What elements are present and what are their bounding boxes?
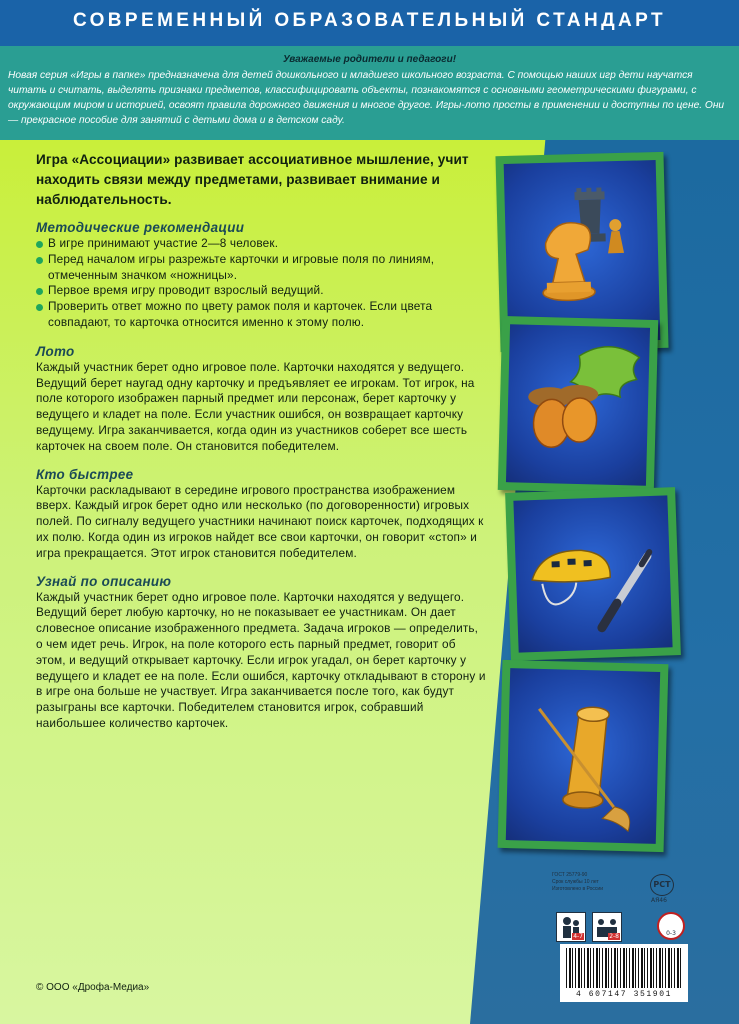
age-restriction-icon: 0-3: [657, 912, 685, 940]
legal-info: ГОСТ 25779-90 Срок службы 10 лет Изготовлено в России: [552, 872, 603, 892]
barcode: [560, 944, 688, 1002]
certification-logo: РСТ: [650, 874, 674, 896]
header-title: СОВРЕМЕННЫЙ ОБРАЗОВАТЕЛЬНЫЙ СТАНДАРТ: [72, 10, 667, 31]
list-item: Перед началом игры разрежьте карточки и игровые поля по линиям, отмеченным значком «ножницы».: [36, 252, 486, 284]
card-helmet: [505, 487, 681, 661]
card-scroll: [498, 660, 669, 852]
header-bar: [0, 0, 739, 46]
section-title: Узнай по описанию: [36, 573, 172, 589]
age-badge: 4-7: [573, 933, 583, 940]
intro-heading: Уважаемые родители и педагоги!: [282, 54, 457, 65]
section-title: Лото: [36, 343, 75, 359]
section-text: Каждый участник берет одно игровое поле. Карточки находятся у ведущего. Ведущий берет наугад одну карточку и предъявляет ее игрокам. Тот игрок, на поле которого изображен парный предмет или персонаж, берет карточку у ведущего и кладет на поле. Если участник ошибся, он возвращает карточку ведущему. Игра заканчивается, когда один из участников соберет все шесть карточек на своем поле. Он становится победителем.: [36, 359, 475, 453]
copyright: © ООО «Дрофа-Медиа»: [36, 982, 150, 993]
age-badge: 2-8: [609, 933, 619, 940]
list-item: Проверить ответ можно по цвету рамок поля и карточек. Если цвета совпадают, то карточка относится именно к этому полю.: [36, 299, 486, 331]
acorn-oak-leaf-icon: [506, 324, 650, 486]
bullet-icon: [36, 288, 43, 295]
certification-code: АЯ46: [651, 897, 667, 904]
section-faster: [36, 467, 486, 562]
players-icon: [556, 912, 586, 942]
main-content: [36, 150, 486, 744]
barcode-number: 4 607147 351901: [575, 990, 672, 999]
players-group-icon: [592, 912, 622, 942]
section-title: Методические рекомендации: [36, 220, 245, 235]
recommendations-list: [36, 236, 486, 331]
section-text: Каждый участник берет одно игровое поле. Карточки находятся у ведущего. Ведущий берет любую карточку, но не показывает ее участникам. Он дает словесное описание изображенного предмета. Задача игроков — определить, о чем идет речь. Игрок, на поле которого есть парный предмет, говорит об этом, и ведущий открывает карточку. Если игрок угадал, он берет карточку у ведущего и кладет ее на поле. Если ошибся, карточку откладывают в сторону и в игре она больше не участвует. Игра заканчивается после того, как будут разыграны все карточки. Победителем становится игрок, собравший наибольшее количество карточек.: [36, 589, 486, 730]
card-acorn: [498, 316, 659, 494]
list-item: Первое время игру проводит взрослый ведущий.: [36, 283, 486, 299]
bullet-icon: [36, 257, 43, 264]
bike-helmet-pump-icon: [513, 495, 672, 652]
section-describe: [36, 574, 486, 732]
scroll-quill-icon: [506, 668, 660, 844]
list-item: В игре принимают участие 2—8 человек.: [36, 236, 486, 252]
intro-block: [0, 46, 739, 140]
section-lotto: [36, 344, 486, 455]
bullet-icon: [36, 241, 43, 248]
intro-text: Новая серия «Игры в папке» предназначена для детей дошкольного и младшего школьного возраста. С помощью наших игр дети научатся читать и считать, выделять признаки предметов, классифицировать объекты, познакомятся с основными геометрическими фигурами, с окружающим миром и историей, освоят правила дорожного движения и многое другое. Игры-лото просты в применении и доступны по цене. Они — прекрасное пособие для занятий с детьми дома и в детском саду.: [8, 70, 725, 126]
section-text: Карточки раскладывают в середине игрового пространства изображением вверх. Каждый игрок берет одно или несколько (по договоренности) игровых полей. По сигналу ведущего участники начинают поиск карточек, подходящих к их полю. Когда один из игроков найдет все свои карточки, он говорит «стоп» и игра прекращается. Этот игрок становится победителем.: [36, 482, 484, 560]
lead-paragraph: Игра «Ассоциации» развивает ассоциативное мышление, учит находить связи между предметами, развивает внимание и наблюдательность.: [36, 152, 469, 207]
barcode-lines-icon: [566, 948, 682, 988]
section-recommendations: [36, 220, 486, 331]
bullet-icon: [36, 304, 43, 311]
section-title: Кто быстрее: [36, 466, 134, 482]
